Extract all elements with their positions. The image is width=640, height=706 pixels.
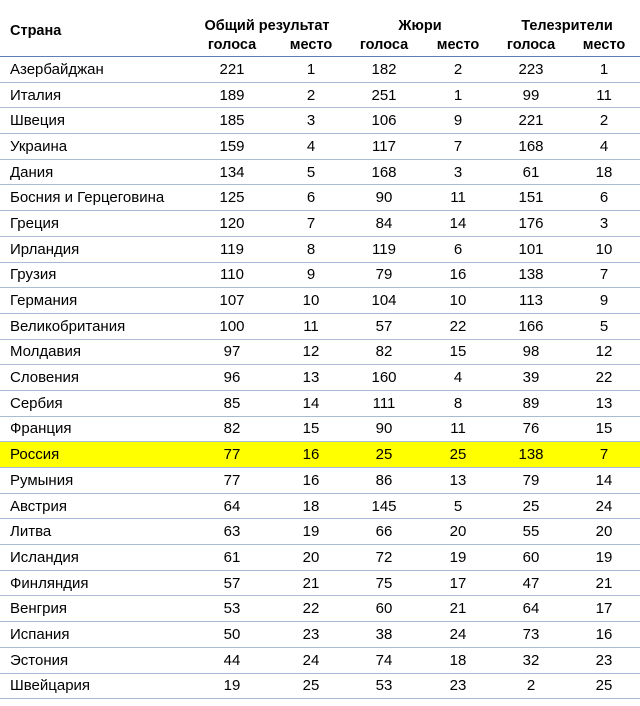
overall-votes-cell: 85 xyxy=(188,390,276,416)
table-row xyxy=(0,57,640,83)
televote-place-cell: 3 xyxy=(568,211,640,237)
overall-place-cell: 15 xyxy=(276,416,346,442)
jury-votes-cell: 90 xyxy=(346,416,422,442)
televote-place-cell: 4 xyxy=(568,134,640,160)
jury-place-cell: 4 xyxy=(422,365,494,391)
televote-votes-cell: 221 xyxy=(494,108,568,134)
televote-place-cell: 13 xyxy=(568,390,640,416)
jury-place-cell: 2 xyxy=(422,57,494,83)
overall-votes-cell: 61 xyxy=(188,545,276,571)
country-name-cell: Исландия xyxy=(0,545,188,571)
table-row xyxy=(0,339,640,365)
televote-place-cell: 18 xyxy=(568,159,640,185)
televote-place-cell: 24 xyxy=(568,493,640,519)
televote-place-cell: 12 xyxy=(568,339,640,365)
country-name-cell: Литва xyxy=(0,519,188,545)
overall-votes-cell: 107 xyxy=(188,288,276,314)
overall-votes-cell: 96 xyxy=(188,365,276,391)
overall-place-cell: 16 xyxy=(276,442,346,468)
overall-place-cell: 20 xyxy=(276,545,346,571)
overall-votes-cell: 119 xyxy=(188,236,276,262)
jury-votes-cell: 86 xyxy=(346,468,422,494)
table-row xyxy=(0,211,640,237)
televote-votes-cell: 138 xyxy=(494,262,568,288)
jury-place-cell: 16 xyxy=(422,262,494,288)
overall-place-cell: 25 xyxy=(276,673,346,699)
country-name-cell: Сербия xyxy=(0,390,188,416)
overall-place-cell: 21 xyxy=(276,570,346,596)
overall-votes-cell: 185 xyxy=(188,108,276,134)
country-name-cell: Азербайджан xyxy=(0,57,188,83)
overall-place-cell: 13 xyxy=(276,365,346,391)
jury-place-cell: 18 xyxy=(422,647,494,673)
jury-votes-cell: 119 xyxy=(346,236,422,262)
televote-place-cell: 20 xyxy=(568,519,640,545)
jury-votes-cell: 104 xyxy=(346,288,422,314)
jury-place-cell: 7 xyxy=(422,134,494,160)
overall-votes-cell: 19 xyxy=(188,673,276,699)
overall-votes-cell: 53 xyxy=(188,596,276,622)
country-name-cell: Испания xyxy=(0,622,188,648)
jury-votes-cell: 182 xyxy=(346,57,422,83)
table-row xyxy=(0,313,640,339)
televote-place-cell: 7 xyxy=(568,442,640,468)
country-name-cell: Россия xyxy=(0,442,188,468)
jury-place-cell: 5 xyxy=(422,493,494,519)
country-name-cell: Эстония xyxy=(0,647,188,673)
country-name-cell: Австрия xyxy=(0,493,188,519)
jury-votes-cell: 106 xyxy=(346,108,422,134)
televote-votes-cell: 79 xyxy=(494,468,568,494)
table-row xyxy=(0,365,640,391)
country-name-cell: Великобритания xyxy=(0,313,188,339)
jury-votes-cell: 53 xyxy=(346,673,422,699)
jury-place-cell: 11 xyxy=(422,416,494,442)
televote-place-header: место xyxy=(568,34,640,57)
jury-place-header: место xyxy=(422,34,494,57)
televote-votes-cell: 25 xyxy=(494,493,568,519)
jury-votes-cell: 82 xyxy=(346,339,422,365)
jury-votes-cell: 25 xyxy=(346,442,422,468)
country-name-cell: Германия xyxy=(0,288,188,314)
jury-place-cell: 23 xyxy=(422,673,494,699)
table-row xyxy=(0,82,640,108)
televote-place-cell: 15 xyxy=(568,416,640,442)
table-row xyxy=(0,288,640,314)
country-name-cell: Словения xyxy=(0,365,188,391)
jury-votes-cell: 60 xyxy=(346,596,422,622)
televote-votes-cell: 99 xyxy=(494,82,568,108)
overall-place-cell: 1 xyxy=(276,57,346,83)
televote-votes-cell: 55 xyxy=(494,519,568,545)
overall-place-cell: 4 xyxy=(276,134,346,160)
table-row xyxy=(0,108,640,134)
country-name-cell: Румыния xyxy=(0,468,188,494)
televote-place-cell: 19 xyxy=(568,545,640,571)
overall-place-cell: 3 xyxy=(276,108,346,134)
televote-votes-cell: 64 xyxy=(494,596,568,622)
overall-place-cell: 7 xyxy=(276,211,346,237)
country-name-cell: Италия xyxy=(0,82,188,108)
overall-place-header: место xyxy=(276,34,346,57)
table-row xyxy=(0,519,640,545)
televote-votes-cell: 151 xyxy=(494,185,568,211)
overall-votes-cell: 77 xyxy=(188,442,276,468)
overall-place-cell: 8 xyxy=(276,236,346,262)
table-row xyxy=(0,159,640,185)
country-name-cell: Греция xyxy=(0,211,188,237)
overall-place-cell: 24 xyxy=(276,647,346,673)
televoters-header: Телезрители xyxy=(521,18,613,34)
overall-votes-cell: 63 xyxy=(188,519,276,545)
overall-votes-cell: 77 xyxy=(188,468,276,494)
televote-votes-cell: 32 xyxy=(494,647,568,673)
table-row xyxy=(0,134,640,160)
jury-votes-cell: 168 xyxy=(346,159,422,185)
jury-place-cell: 24 xyxy=(422,622,494,648)
table-row xyxy=(0,236,640,262)
overall-place-cell: 11 xyxy=(276,313,346,339)
televote-place-cell: 16 xyxy=(568,622,640,648)
country-name-cell: Венгрия xyxy=(0,596,188,622)
jury-place-cell: 1 xyxy=(422,82,494,108)
country-name-cell: Швеция xyxy=(0,108,188,134)
country-name-cell: Грузия xyxy=(0,262,188,288)
country-name-cell: Ирландия xyxy=(0,236,188,262)
overall-votes-cell: 97 xyxy=(188,339,276,365)
televote-votes-cell: 101 xyxy=(494,236,568,262)
jury-header: Жюри xyxy=(398,18,442,34)
jury-votes-cell: 90 xyxy=(346,185,422,211)
televote-place-cell: 10 xyxy=(568,236,640,262)
jury-votes-cell: 84 xyxy=(346,211,422,237)
televote-place-cell: 2 xyxy=(568,108,640,134)
overall-votes-cell: 50 xyxy=(188,622,276,648)
table-row xyxy=(0,673,640,699)
jury-place-cell: 13 xyxy=(422,468,494,494)
televote-place-cell: 9 xyxy=(568,288,640,314)
jury-place-cell: 22 xyxy=(422,313,494,339)
overall-place-cell: 5 xyxy=(276,159,346,185)
jury-place-cell: 9 xyxy=(422,108,494,134)
televote-place-cell: 5 xyxy=(568,313,640,339)
televote-place-cell: 11 xyxy=(568,82,640,108)
overall-place-cell: 16 xyxy=(276,468,346,494)
jury-place-cell: 20 xyxy=(422,519,494,545)
table-row xyxy=(0,545,640,571)
jury-place-cell: 6 xyxy=(422,236,494,262)
televote-place-cell: 25 xyxy=(568,673,640,699)
jury-votes-cell: 145 xyxy=(346,493,422,519)
country-name-cell: Дания xyxy=(0,159,188,185)
jury-place-cell: 14 xyxy=(422,211,494,237)
televote-votes-cell: 60 xyxy=(494,545,568,571)
televote-place-cell: 17 xyxy=(568,596,640,622)
televote-place-cell: 7 xyxy=(568,262,640,288)
jury-place-cell: 21 xyxy=(422,596,494,622)
televote-votes-cell: 39 xyxy=(494,365,568,391)
table-row xyxy=(0,570,640,596)
overall-votes-cell: 159 xyxy=(188,134,276,160)
country-column-header: Страна xyxy=(0,6,188,57)
televote-place-cell: 22 xyxy=(568,365,640,391)
country-name-cell: Босния и Герцеговина xyxy=(0,185,188,211)
overall-votes-cell: 82 xyxy=(188,416,276,442)
televote-place-cell: 23 xyxy=(568,647,640,673)
overall-place-cell: 18 xyxy=(276,493,346,519)
jury-votes-cell: 75 xyxy=(346,570,422,596)
jury-votes-cell: 160 xyxy=(346,365,422,391)
televote-votes-cell: 138 xyxy=(494,442,568,468)
overall-place-cell: 9 xyxy=(276,262,346,288)
jury-votes-cell: 111 xyxy=(346,390,422,416)
overall-place-cell: 12 xyxy=(276,339,346,365)
televote-place-cell: 1 xyxy=(568,57,640,83)
overall-votes-cell: 110 xyxy=(188,262,276,288)
overall-place-cell: 2 xyxy=(276,82,346,108)
overall-place-cell: 14 xyxy=(276,390,346,416)
televote-votes-cell: 73 xyxy=(494,622,568,648)
jury-votes-cell: 57 xyxy=(346,313,422,339)
country-name-cell: Финляндия xyxy=(0,570,188,596)
jury-place-cell: 11 xyxy=(422,185,494,211)
table-row xyxy=(0,442,640,468)
jury-place-cell: 3 xyxy=(422,159,494,185)
televote-votes-cell: 113 xyxy=(494,288,568,314)
overall-votes-cell: 100 xyxy=(188,313,276,339)
jury-place-cell: 8 xyxy=(422,390,494,416)
jury-place-cell: 15 xyxy=(422,339,494,365)
overall-place-cell: 19 xyxy=(276,519,346,545)
televote-votes-cell: 168 xyxy=(494,134,568,160)
jury-place-cell: 17 xyxy=(422,570,494,596)
televote-votes-cell: 98 xyxy=(494,339,568,365)
televote-place-cell: 14 xyxy=(568,468,640,494)
televote-votes-cell: 223 xyxy=(494,57,568,83)
table-row xyxy=(0,262,640,288)
televote-votes-header: голоса xyxy=(494,34,568,57)
overall-votes-cell: 125 xyxy=(188,185,276,211)
country-name-cell: Швейцария xyxy=(0,673,188,699)
overall-votes-cell: 44 xyxy=(188,647,276,673)
country-name-cell: Украина xyxy=(0,134,188,160)
table-row xyxy=(0,622,640,648)
table-row xyxy=(0,416,640,442)
overall-votes-cell: 57 xyxy=(188,570,276,596)
overall-place-cell: 6 xyxy=(276,185,346,211)
jury-place-cell: 19 xyxy=(422,545,494,571)
table-row xyxy=(0,647,640,673)
table-row xyxy=(0,468,640,494)
overall-votes-header: голоса xyxy=(188,34,276,57)
overall-place-cell: 22 xyxy=(276,596,346,622)
results-table xyxy=(0,6,640,699)
table-row xyxy=(0,493,640,519)
jury-place-cell: 25 xyxy=(422,442,494,468)
overall-votes-cell: 189 xyxy=(188,82,276,108)
televote-votes-cell: 166 xyxy=(494,313,568,339)
overall-result-header: Общий результат xyxy=(204,18,330,34)
country-name-cell: Франция xyxy=(0,416,188,442)
televote-place-cell: 6 xyxy=(568,185,640,211)
televote-votes-cell: 47 xyxy=(494,570,568,596)
overall-votes-cell: 120 xyxy=(188,211,276,237)
overall-votes-cell: 134 xyxy=(188,159,276,185)
country-name-cell: Молдавия xyxy=(0,339,188,365)
table-row xyxy=(0,185,640,211)
televote-votes-cell: 89 xyxy=(494,390,568,416)
overall-votes-cell: 221 xyxy=(188,57,276,83)
televote-votes-cell: 61 xyxy=(494,159,568,185)
jury-votes-cell: 251 xyxy=(346,82,422,108)
jury-votes-cell: 72 xyxy=(346,545,422,571)
televote-place-cell: 21 xyxy=(568,570,640,596)
table-row xyxy=(0,596,640,622)
overall-place-cell: 10 xyxy=(276,288,346,314)
televote-votes-cell: 176 xyxy=(494,211,568,237)
televote-votes-cell: 2 xyxy=(494,673,568,699)
jury-votes-cell: 38 xyxy=(346,622,422,648)
jury-place-cell: 10 xyxy=(422,288,494,314)
table-row xyxy=(0,390,640,416)
jury-votes-cell: 66 xyxy=(346,519,422,545)
overall-place-cell: 23 xyxy=(276,622,346,648)
televote-votes-cell: 76 xyxy=(494,416,568,442)
jury-votes-cell: 74 xyxy=(346,647,422,673)
jury-votes-cell: 79 xyxy=(346,262,422,288)
overall-votes-cell: 64 xyxy=(188,493,276,519)
jury-votes-header: голоса xyxy=(346,34,422,57)
jury-votes-cell: 117 xyxy=(346,134,422,160)
